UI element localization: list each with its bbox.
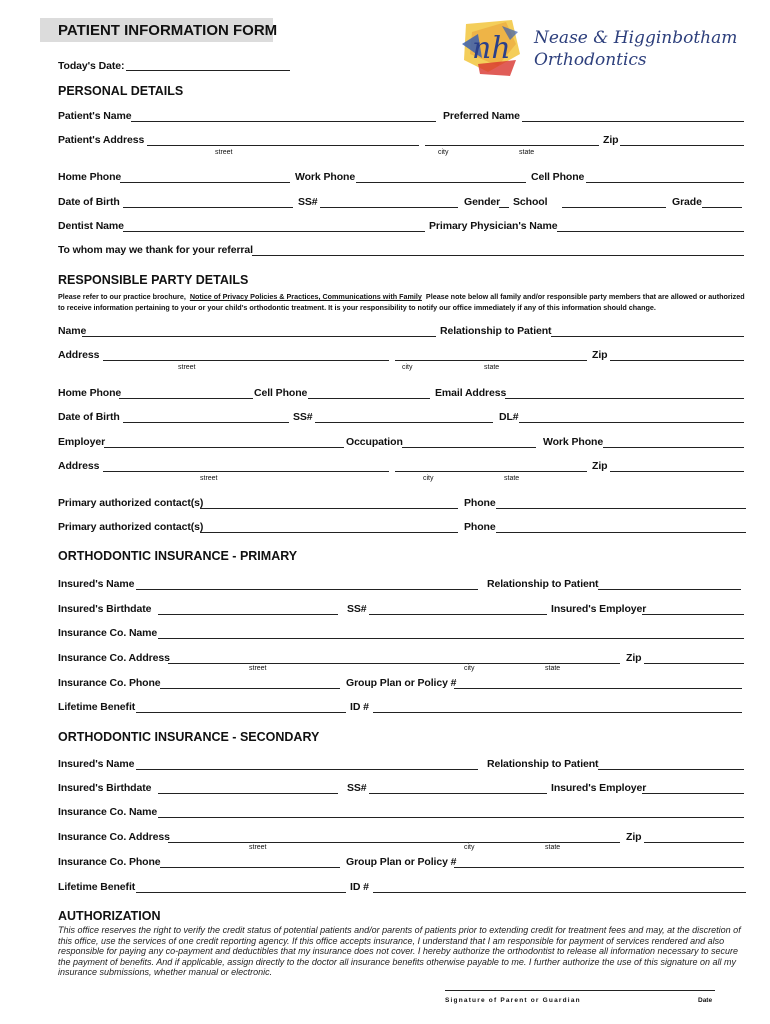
responsible-party-note xyxy=(58,291,748,313)
pri-company-label: Insurance Co. Name xyxy=(58,627,158,639)
sec-company-phone-label: Insurance Co. Phone xyxy=(58,856,161,868)
sec-city-caption: city xyxy=(464,844,475,851)
logo-line2: Orthodontics xyxy=(534,50,647,70)
patient-zip-field[interactable] xyxy=(620,145,744,146)
school-field[interactable] xyxy=(562,207,666,208)
pri-relationship-label: Relationship to Patient xyxy=(487,578,599,590)
rp-dl-field[interactable] xyxy=(519,422,744,423)
referral-field[interactable] xyxy=(252,255,744,256)
rp-name-label: Name xyxy=(58,325,87,337)
sec-state-caption: state xyxy=(545,844,561,851)
pri-employer-label: Insured's Employer xyxy=(551,603,647,615)
rp-street-field[interactable] xyxy=(103,360,389,361)
sec-zip-field[interactable] xyxy=(644,842,744,843)
rp-phone2-field[interactable] xyxy=(496,532,746,533)
sec-relationship-label: Relationship to Patient xyxy=(487,758,599,770)
rp-phone1-field[interactable] xyxy=(496,508,746,509)
logo-line1: Nease & Higginbotham xyxy=(534,28,738,48)
note-body: Please note below all family and/or responsible party members that are allowed or authorized to receive information pertaining to your or your child's orthodontic treatment. It is your responsibility to notify our office immediately if any of this information should change. xyxy=(58,292,745,312)
pri-birthdate-label: Insured's Birthdate xyxy=(58,603,152,615)
gender-field[interactable] xyxy=(499,207,509,208)
dentist-field[interactable] xyxy=(123,231,425,232)
todays-date-field[interactable] xyxy=(126,70,290,71)
rp-contact2-label: Primary authorized contact(s) xyxy=(58,521,204,533)
rp-occupation-field[interactable] xyxy=(402,447,536,448)
rp-home-phone-field[interactable] xyxy=(119,398,253,399)
rp-zip-label: Zip xyxy=(592,349,608,361)
logo-mark-text: nh xyxy=(472,31,511,66)
ss-label: SS# xyxy=(298,196,318,208)
pri-id-field[interactable] xyxy=(373,712,742,713)
pri-ss-label: SS# xyxy=(347,603,367,615)
sec-relationship-field[interactable] xyxy=(598,769,744,770)
patients-name-label: Patient's Name xyxy=(58,110,132,122)
rp-employer-field[interactable] xyxy=(104,447,344,448)
pri-birthdate-field[interactable] xyxy=(158,614,338,615)
sec-company-label: Insurance Co. Name xyxy=(58,806,158,818)
grade-label: Grade xyxy=(672,196,702,208)
rp-relationship-label: Relationship to Patient xyxy=(440,325,552,337)
preferred-name-label: Preferred Name xyxy=(443,110,520,122)
primary-insurance-heading: ORTHODONTIC INSURANCE - PRIMARY xyxy=(58,549,298,563)
rp-street-caption: street xyxy=(178,364,196,371)
pri-zip-field[interactable] xyxy=(644,663,744,664)
sec-lifetime-field[interactable] xyxy=(136,892,346,893)
physician-label: Primary Physician's Name xyxy=(429,220,558,232)
rp-street2-field[interactable] xyxy=(103,471,389,472)
home-phone-label: Home Phone xyxy=(58,171,122,183)
rp-work-phone-label: Work Phone xyxy=(543,436,604,448)
pri-company-field[interactable] xyxy=(158,638,744,639)
rp-state2-caption: state xyxy=(504,475,520,482)
responsible-party-heading: RESPONSIBLE PARTY DETAILS xyxy=(58,273,249,287)
work-phone-label: Work Phone xyxy=(295,171,356,183)
rp-contact2-field[interactable] xyxy=(200,532,458,533)
rp-home-phone-label: Home Phone xyxy=(58,387,122,399)
sec-ss-label: SS# xyxy=(347,782,367,794)
sec-group-field[interactable] xyxy=(454,867,744,868)
sec-ss-field[interactable] xyxy=(369,793,547,794)
patient-street-field[interactable] xyxy=(147,145,419,146)
rp-ss-field[interactable] xyxy=(315,422,493,423)
practice-logo xyxy=(458,14,738,80)
rp-occupation-label: Occupation xyxy=(346,436,403,448)
sec-insured-name-label: Insured's Name xyxy=(58,758,135,770)
rp-city-state2-field[interactable] xyxy=(395,471,587,472)
gender-label: Gender xyxy=(464,196,501,208)
rp-cell-phone-label: Cell Phone xyxy=(254,387,308,399)
authorization-heading: AUTHORIZATION xyxy=(58,909,161,923)
physician-field[interactable] xyxy=(557,231,744,232)
privacy-policy-link[interactable]: Notice of Privacy Policies & Practices, Communications with Family xyxy=(189,292,422,301)
pri-group-field[interactable] xyxy=(454,688,742,689)
sec-id-field[interactable] xyxy=(373,892,746,893)
pri-group-label: Group Plan or Policy # xyxy=(346,677,457,689)
secondary-insurance-heading: ORTHODONTIC INSURANCE - SECONDARY xyxy=(58,730,320,744)
pri-relationship-field[interactable] xyxy=(598,589,741,590)
rp-employer-label: Employer xyxy=(58,436,106,448)
grade-field[interactable] xyxy=(702,207,742,208)
rp-phone2-label: Phone xyxy=(464,521,496,533)
rp-email-label: Email Address xyxy=(435,387,507,399)
patient-city-state-field[interactable] xyxy=(425,145,599,146)
sec-street-caption: street xyxy=(249,844,267,851)
sec-lifetime-label: Lifetime Benefit xyxy=(58,881,136,893)
referral-label: To whom may we thank for your referral xyxy=(58,244,253,256)
rp-dl-label: DL# xyxy=(499,411,519,423)
cell-phone-field[interactable] xyxy=(586,182,744,183)
rp-address2-label: Address xyxy=(58,460,100,472)
rp-zip2-label: Zip xyxy=(592,460,608,472)
pri-id-label: ID # xyxy=(350,701,369,713)
school-label: School xyxy=(513,196,548,208)
sec-employer-label: Insured's Employer xyxy=(551,782,647,794)
rp-state-caption: state xyxy=(484,364,500,371)
sec-company-address-field[interactable] xyxy=(168,842,620,843)
note-intro: Please refer to our practice brochure, xyxy=(58,292,186,301)
pri-lifetime-label: Lifetime Benefit xyxy=(58,701,136,713)
todays-date-label: Today's Date: xyxy=(58,60,125,72)
sec-company-phone-field[interactable] xyxy=(160,867,340,868)
dob-field[interactable] xyxy=(123,207,293,208)
rp-cell-phone-field[interactable] xyxy=(308,398,430,399)
patients-address-label: Patient's Address xyxy=(58,134,145,146)
rp-name-field[interactable] xyxy=(82,336,436,337)
rp-city-caption: city xyxy=(402,364,413,371)
sec-zip-label: Zip xyxy=(626,831,642,843)
pri-insured-name-label: Insured's Name xyxy=(58,578,135,590)
work-phone-field[interactable] xyxy=(356,182,526,183)
city-caption: city xyxy=(438,149,449,156)
sec-company-field[interactable] xyxy=(158,817,744,818)
pri-company-phone-label: Insurance Co. Phone xyxy=(58,677,161,689)
rp-zip2-field[interactable] xyxy=(610,471,744,472)
sec-id-label: ID # xyxy=(350,881,369,893)
pri-zip-label: Zip xyxy=(626,652,642,664)
sec-birthdate-field[interactable] xyxy=(158,793,338,794)
signature-field[interactable] xyxy=(445,990,715,991)
dob-label: Date of Birth xyxy=(58,196,120,208)
rp-relationship-field[interactable] xyxy=(551,336,744,337)
sec-group-label: Group Plan or Policy # xyxy=(346,856,457,868)
signature-caption: Signature of Parent or Guardian xyxy=(445,997,581,1004)
dentist-label: Dentist Name xyxy=(58,220,124,232)
rp-ss-label: SS# xyxy=(293,411,313,423)
rp-work-phone-field[interactable] xyxy=(603,447,744,448)
cell-phone-label: Cell Phone xyxy=(531,171,585,183)
pri-ss-field[interactable] xyxy=(369,614,547,615)
state-caption: state xyxy=(519,149,535,156)
pri-insured-name-field[interactable] xyxy=(136,589,478,590)
rp-city-state-field[interactable] xyxy=(395,360,587,361)
rp-contact1-label: Primary authorized contact(s) xyxy=(58,497,204,509)
home-phone-field[interactable] xyxy=(120,182,290,183)
pri-street-caption: street xyxy=(249,665,267,672)
rp-contact1-field[interactable] xyxy=(200,508,458,509)
sec-employer-field[interactable] xyxy=(642,793,744,794)
personal-details-heading: PERSONAL DETAILS xyxy=(58,84,184,98)
rp-zip-field[interactable] xyxy=(610,360,744,361)
pri-employer-field[interactable] xyxy=(642,614,744,615)
rp-street2-caption: street xyxy=(200,475,218,482)
preferred-name-field[interactable] xyxy=(522,121,744,122)
sec-insured-name-field[interactable] xyxy=(136,769,478,770)
date-caption: Date xyxy=(698,997,713,1004)
rp-email-field[interactable] xyxy=(505,398,744,399)
pri-lifetime-field[interactable] xyxy=(136,712,346,713)
rp-dob-label: Date of Birth xyxy=(58,411,120,423)
ss-field[interactable] xyxy=(320,207,458,208)
pri-state-caption: state xyxy=(545,665,561,672)
pri-city-caption: city xyxy=(464,665,475,672)
pri-company-address-label: Insurance Co. Address xyxy=(58,652,170,664)
sec-company-address-label: Insurance Co. Address xyxy=(58,831,170,843)
rp-dob-field[interactable] xyxy=(123,422,289,423)
patients-name-field[interactable] xyxy=(131,121,436,122)
street-caption: street xyxy=(215,149,233,156)
rp-city2-caption: city xyxy=(423,475,434,482)
rp-address-label: Address xyxy=(58,349,100,361)
authorization-text: This office reserves the right to verify the credit status of potential patients and/or parents of patients prior to extending credit for treatment fees and may, at the discretion of this office, use the services of one credit reporting agency. If this office accepts insurance, I understand that I am responsible for payment of services rendered and also responsible for paying any co-payment and deductibles that my insurance does not cover. I hereby authorize the orthodontist to release all information necessary to secure the payment of benefits. And if applicable, assign directly to the doctor all insurance benefits otherwise payable to me. I further authorize the use of this signature on all my insurance submissions, whether manual or electronic. xyxy=(58,925,741,977)
pri-company-phone-field[interactable] xyxy=(160,688,340,689)
form-title: PATIENT INFORMATION FORM xyxy=(58,22,278,39)
logo-mark-icon xyxy=(458,14,528,80)
rp-phone1-label: Phone xyxy=(464,497,496,509)
pri-company-address-field[interactable] xyxy=(168,663,620,664)
patient-zip-label: Zip xyxy=(603,134,619,146)
sec-birthdate-label: Insured's Birthdate xyxy=(58,782,152,794)
